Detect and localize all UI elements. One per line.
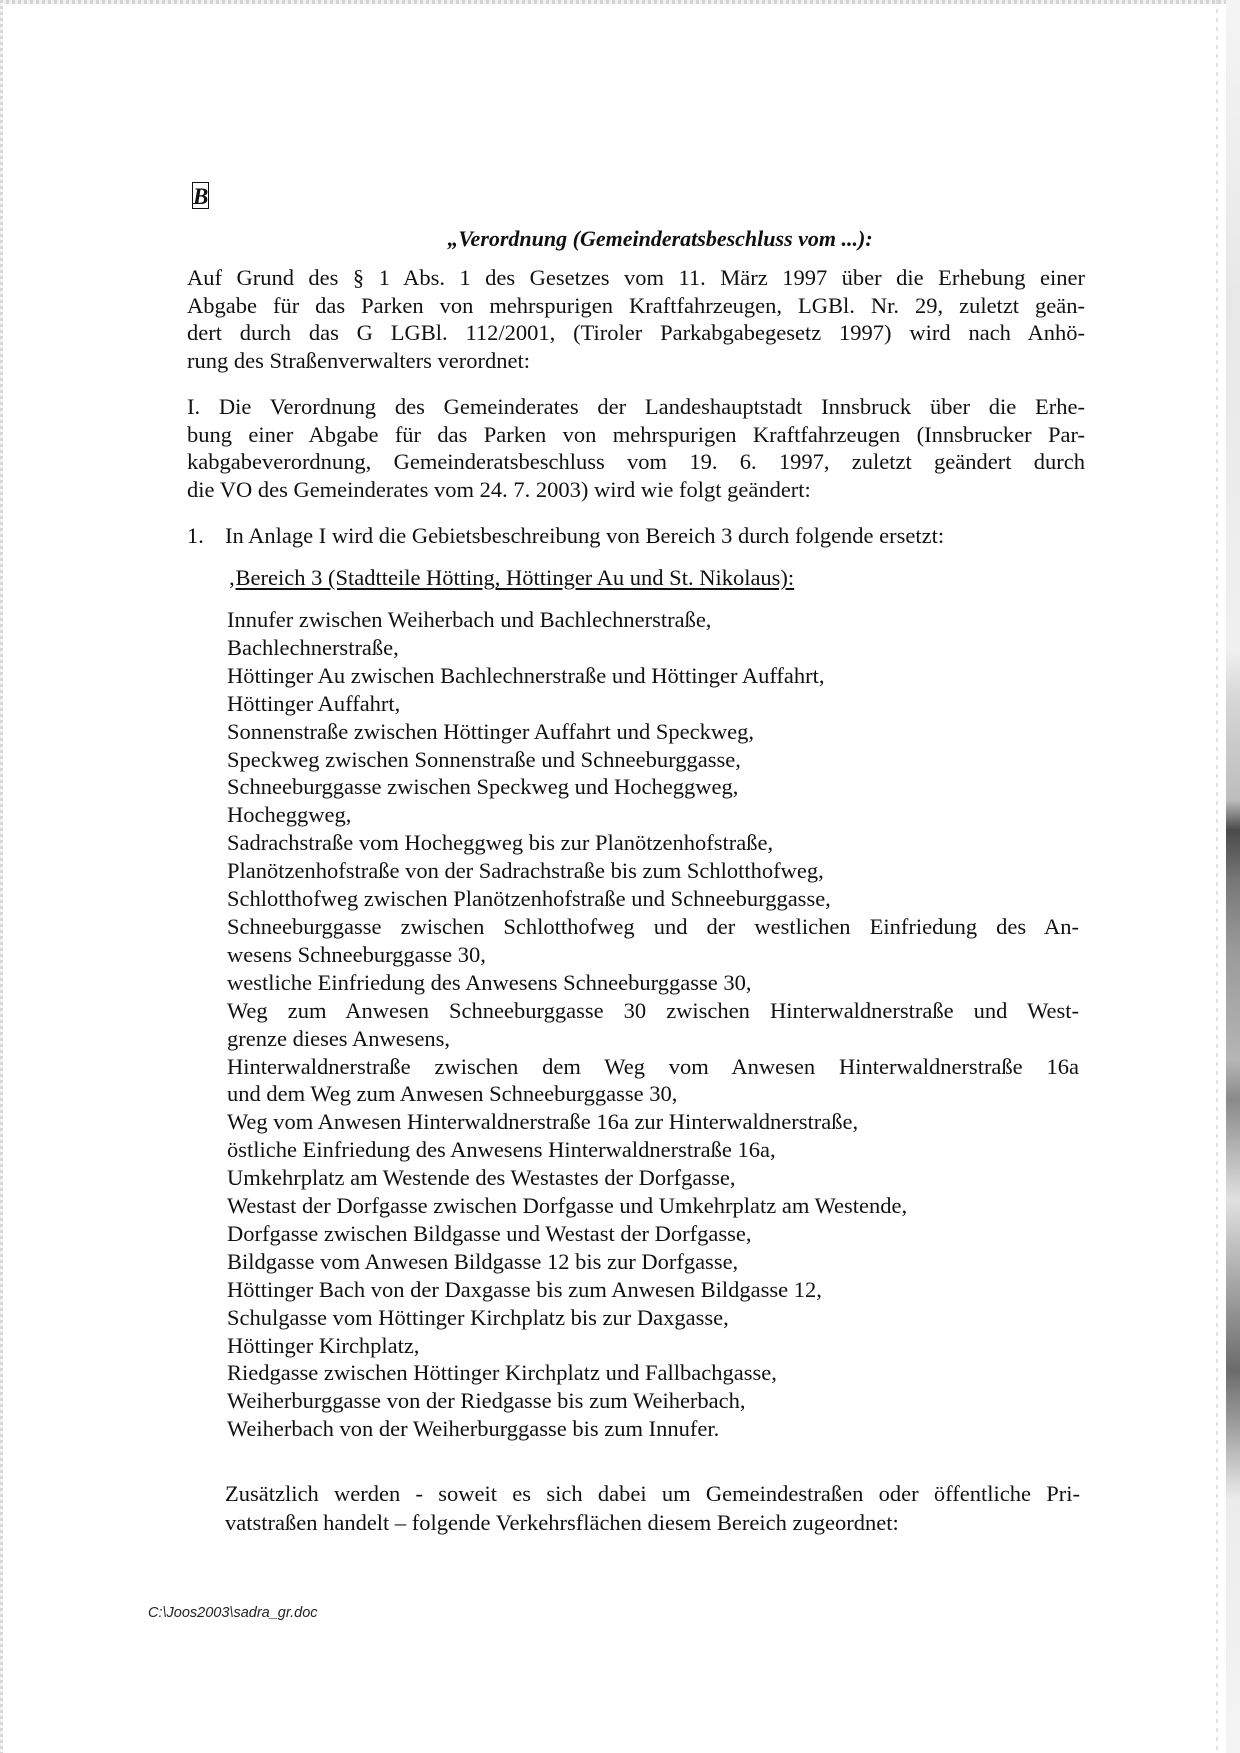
section-mark: B (193, 184, 209, 209)
preamble-line: Auf Grund des § 1 Abs. 1 des Gesetzes vom 11. März 1997 über die Erhebung einer (187, 265, 1085, 290)
street-list-item: Bildgasse vom Anwesen Bildgasse 12 bis zur Dorfgasse, (227, 1248, 739, 1274)
street-list-item: Speckweg zwischen Sonnenstraße und Schneeburggasse, (227, 746, 741, 772)
preamble-line: rung des Straßenverwalters verordnet: (187, 347, 531, 373)
street-list-item: Höttinger Au zwischen Bachlechnerstraße und Höttinger Auffahrt, (227, 662, 825, 688)
street-list-item: Umkehrplatz am Westende des Westastes der Dorfgasse, (227, 1165, 736, 1191)
street-list-item: Höttinger Kirchplatz, (227, 1332, 420, 1358)
street-list-item: Schlotthofweg zwischen Planötzenhofstraße und Schneeburggasse, (227, 886, 831, 912)
street-list (227, 606, 1079, 1443)
street-list-item: wesens Schneeburggasse 30, (227, 941, 486, 967)
section-one-line: die VO des Gemeinderates vom 24. 7. 2003) wird wie folgt geändert: (187, 476, 811, 502)
street-list-item: grenze dieses Anwesens, (227, 1025, 451, 1051)
street-list-item: Riedgasse zwischen Höttinger Kirchplatz und Fallbachgasse, (227, 1360, 777, 1386)
street-list-item: und dem Weg zum Anwesen Schneeburggasse 30, (227, 1081, 678, 1107)
item-one (187, 521, 944, 551)
street-list-item: Höttinger Bach von der Daxgasse bis zum Anwesen Bildgasse 12, (227, 1276, 822, 1302)
footer-file-path: C:\Joos2003\sadra_gr.doc (148, 1605, 318, 1621)
preamble-line: dert durch das G LGBl. 112/2001, (Tiroler Parkabgabegesetz 1997) wird nach Anhö- (187, 320, 1085, 345)
street-list-item: Schneeburggasse zwischen Speckweg und Hocheggweg, (227, 774, 739, 800)
area-title-text: Bereich 3 (Stadtteile Hötting, Höttinger Au und St. Nikolaus): (235, 565, 795, 590)
section-one-paragraph (187, 393, 1085, 503)
ordinance-heading: „Verordnung (Gemeinderatsbeschluss vom ...): (447, 226, 873, 251)
street-list-item: Sadrachstraße vom Hocheggweg bis zur Planötzenhofstraße, (227, 830, 774, 856)
street-list-item: Weiherbach von der Weiherburggasse bis zum Innufer. (227, 1416, 720, 1442)
preamble-line: Abgabe für das Parken von mehrspurigen Kraftfahrzeugen, LGBl. Nr. 29, zuletzt geän- (187, 292, 1085, 318)
street-list-item: Hinterwaldnerstraße zwischen dem Weg vom Anwesen Hinterwaldnerstraße 16a (227, 1053, 1079, 1079)
section-one-line: kabgabeverordnung, Gemeinderatsbeschluss vom 19. 6. 1997, zuletzt geändert durch (187, 449, 1085, 474)
scan-edge-right-inner (1216, 0, 1218, 1753)
scan-edge-left (0, 0, 3, 1753)
street-list-item: Schneeburggasse zwischen Schlotthofweg und der westlichen Einfriedung des An- (227, 913, 1079, 939)
item-one-text: In Anlage I wird die Gebietsbeschreibung von Bereich 3 durch folgende ersetzt: (225, 523, 945, 548)
scan-edge-top (0, 0, 1240, 4)
item-one-number: 1. (187, 523, 204, 548)
section-one-line: bung einer Abgabe für das Parken von mehrspurigen Kraftfahrzeugen (Innsbrucker Par- (187, 421, 1085, 447)
scan-edge-right (1226, 0, 1240, 1753)
street-list-item: Dorfgasse zwischen Bildgasse und Westast der Dorfgasse, (227, 1220, 752, 1246)
area-title (228, 563, 794, 593)
additional-paragraph (225, 1479, 1080, 1537)
section-one-line: I. Die Verordnung des Gemeinderates der Landeshauptstadt Innsbruck über die Erhe- (187, 394, 1085, 419)
street-list-item: Weg zum Anwesen Schneeburggasse 30 zwischen Hinterwaldnerstraße und West- (227, 997, 1079, 1023)
additional-line: vatstraßen handelt – folgende Verkehrsflächen diesem Bereich zugeordnet: (225, 1510, 899, 1535)
street-list-item: Westast der Dorfgasse zwischen Dorfgasse und Umkehrplatz am Westende, (227, 1193, 908, 1219)
street-list-item: Hocheggweg, (227, 802, 352, 828)
street-list-item: Innufer zwischen Weiherbach und Bachlechnerstraße, (227, 607, 712, 632)
street-list-item: Schulgasse vom Höttinger Kirchplatz bis zur Daxgasse, (227, 1304, 729, 1330)
street-list-item: Weg vom Anwesen Hinterwaldnerstraße 16a zur Hinterwaldnerstraße, (227, 1109, 859, 1135)
street-list-item: Weiherburggasse von der Riedgasse bis zum Weiherbach, (227, 1388, 746, 1414)
street-list-item: Planötzenhofstraße von der Sadrachstraße bis zum Schlotthofweg, (227, 858, 824, 884)
street-list-item: Bachlechnerstraße, (227, 634, 399, 660)
area-title-quote: ‚ (228, 565, 236, 590)
preamble-paragraph (187, 264, 1085, 374)
street-list-item: Sonnenstraße zwischen Höttinger Auffahrt und Speckweg, (227, 718, 754, 744)
street-list-item: östliche Einfriedung des Anwesens Hinterwaldnerstraße 16a, (227, 1137, 776, 1163)
street-list-item: Höttinger Auffahrt, (227, 690, 401, 716)
additional-line: Zusätzlich werden - soweit es sich dabei um Gemeindestraßen oder öffentliche Pri- (225, 1481, 1080, 1506)
street-list-item: westliche Einfriedung des Anwesens Schneeburggasse 30, (227, 969, 752, 995)
